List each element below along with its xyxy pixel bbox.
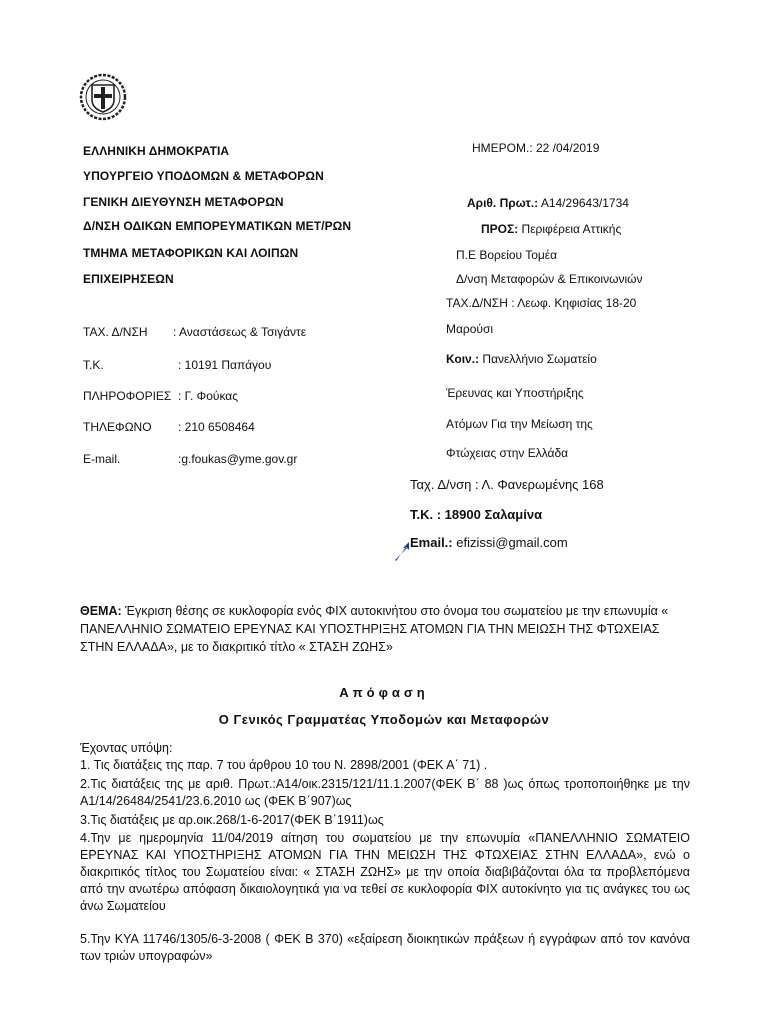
cc-value: Πανελλήνιο Σωματείο [479,352,597,366]
subject-text: Έγκριση θέσης σε κυκλοφορία ενός ΦΙΧ αυτοκινήτου στο όνομα του σωματείου με την επωνυμία « ΠΑΝΕΛΛΗΝΙΟ ΣΩΜΑΤΕΙΟ ΕΡΕΥΝΑΣ ΚΑΙ ΥΠΟΣΤΗΡΙΞΗΣ ΑΤΟΜΩΝ ΓΙΑ ΤΗΝ ΜΕΙΩΣΗ ΤΗΣ ΦΤΩΧΕΙΑΣ ΣΤΗΝ ΕΛΛΑΔΑ», με το διακριτικό τίτλο « ΣΤΑΣΗ ΖΩΗΣ» [80,604,669,654]
consideration-item-4: 4.Την με ημερομηνία 11/04/2019 αίτηση του σωματείου με την επωνυμία «ΠΑΝΕΛΛΗΝΙΟ ΣΩΜΑΤΕΙΟ ΕΡΕΥΝΑΣ ΚΑΙ ΥΠΟΣΤΗΡΙΞΗΣ ΑΤΟΜΩΝ ΓΙΑ ΤΗΝ ΜΕΙΩΣΗ ΤΗΣ ΦΤΩΧΕΙΑΣ ΣΤΗΝ ΕΛΛΑΔΑ», ενώ ο διακριτικός τίτλος του Σωματείου είναι: « ΣΤΑΣΗ ΖΩΗΣ» με την οποία διαβιβάζονται όλα τα προβλεπόμενα από την ανωτέρω απόφαση δικαιολογητικά για να τεθεί σε κυκλοφορία ΦΙΧ αυτοκίνητο για τις ανάγκες του ως άνω Σωματείου [80,831,690,913]
consideration-item-1: 1. Τις διατάξεις της παρ. 7 του άρθρου 10 του Ν. 2898/2001 (ΦΕΚ Α΄ 71) . [80,758,488,772]
recipient-to [481,222,621,236]
sender-line-6: ΕΠΙΧΕΙΡΗΣΕΩΝ [83,272,174,286]
cc-line-2: Ατόμων Για την Μείωση της [446,417,593,431]
document-date: ΗΜΕΡΟΜ.: 22 /04/2019 [472,141,600,155]
subject-label: ΘΕΜΑ: [80,604,122,618]
protocol-number [467,196,629,210]
cc-line-1: Έρευνας και Υποστήριξης [446,386,584,400]
sender-line-2: ΥΠΟΥΡΓΕΙΟ ΥΠΟΔΟΜΩΝ & ΜΕΤΑΦΟΡΩΝ [83,169,324,183]
recipient-line-4: Μαρούσι [446,322,494,336]
sender-line-1: ΕΛΛΗΝΙΚΗ ΔΗΜΟΚΡΑΤΙΑ [83,144,230,158]
sender-line-5: ΤΜΗΜΑ ΜΕΤΑΦΟΡΙΚΩΝ ΚΑΙ ΛΟΙΠΩΝ [83,246,299,260]
cc-postcode: Τ.Κ. : 18900 Σαλαμίνα [410,507,543,522]
info-label: ΠΛΗΡΟΦΟΡΙΕΣ [83,389,172,403]
cc-email-value: efizissi@gmail.com [452,535,568,550]
considerations-intro: Έχοντας υπόψη: [80,741,173,755]
decision-title: Απόφαση [339,685,429,700]
postcode-label: Τ.Κ. [83,358,104,372]
phone-label: ΤΗΛΕΦΩΝΟ [83,420,152,434]
protocol-value: Α14/29643/1734 [538,196,629,210]
address-value: : Αναστάσεως & Τσιγάντε [173,325,307,339]
phone-value: : 210 6508464 [178,420,255,434]
cc-email-label: Email.: [410,535,453,550]
greek-emblem-icon [78,72,128,122]
mouse-cursor-icon [393,540,415,562]
protocol-label: Αριθ. Πρωτ.: [467,196,539,210]
cc-email [410,535,568,550]
cc-address: Ταχ. Δ/νση : Λ. Φανερωμένης 168 [410,477,604,492]
consideration-item-2: 2.Τις διατάξεις της με αριθ. Πρωτ.:Α14/οικ.2315/121/11.1.2007(ΦΕΚ Β΄ 88 )ως όπως τροποποιήθηκε με την Α1/14/26484/2541/23.6.2010 ως (ΦΕΚ Β΄907)ως [80,777,690,808]
consideration-item-5: 5.Την ΚΥΑ 11746/1305/6-3-2008 ( ΦΕΚ Β 370) «εξαίρεση διοικητικών πράξεων ή εγγράφων από τον κανόνα των τριών υπογραφών» [80,932,690,963]
sender-line-3: ΓΕΝΙΚΗ ΔΙΕΥΘΥΝΣΗ ΜΕΤΑΦΟΡΩΝ [83,195,284,209]
postcode-value: : 10191 Παπάγου [178,358,272,372]
consideration-item-3: 3.Τις διατάξεις με αρ.οικ.268/1-6-2017(ΦΕΚ Β΄1911)ως [80,813,384,827]
recipient-line-2: Δ/νση Μεταφορών & Επικοινωνιών [456,272,643,286]
info-value: : Γ. Φούκας [178,389,239,403]
email-label: E-mail. [83,452,121,466]
email-value: :g.foukas@yme.gov.gr [178,452,298,466]
recipient-line-3: ΤΑΧ.Δ/ΝΣΗ : Λεωφ. Κηφισίας 18-20 [446,296,637,310]
recipient-line-1: Π.Ε Βορείου Τομέα [456,248,558,262]
recipient-to-value: Περιφέρεια Αττικής [518,222,622,236]
cc-line [446,352,597,366]
cc-line-3: Φτώχειας στην Ελλάδα [446,446,569,460]
cc-label: Κοιν.: [446,352,480,366]
decision-subtitle: Ο Γενικός Γραμματέας Υποδομών και Μεταφορών [218,712,550,727]
address-label: ΤΑΧ. Δ/ΝΣΗ [83,325,148,339]
sender-line-4: Δ/ΝΣΗ ΟΔΙΚΩΝ ΕΜΠΟΡΕΥΜΑΤΙΚΩΝ ΜΕΤ/ΡΩΝ [83,219,352,233]
recipient-to-label: ΠΡΟΣ: [481,222,519,236]
subject-paragraph [80,602,680,656]
